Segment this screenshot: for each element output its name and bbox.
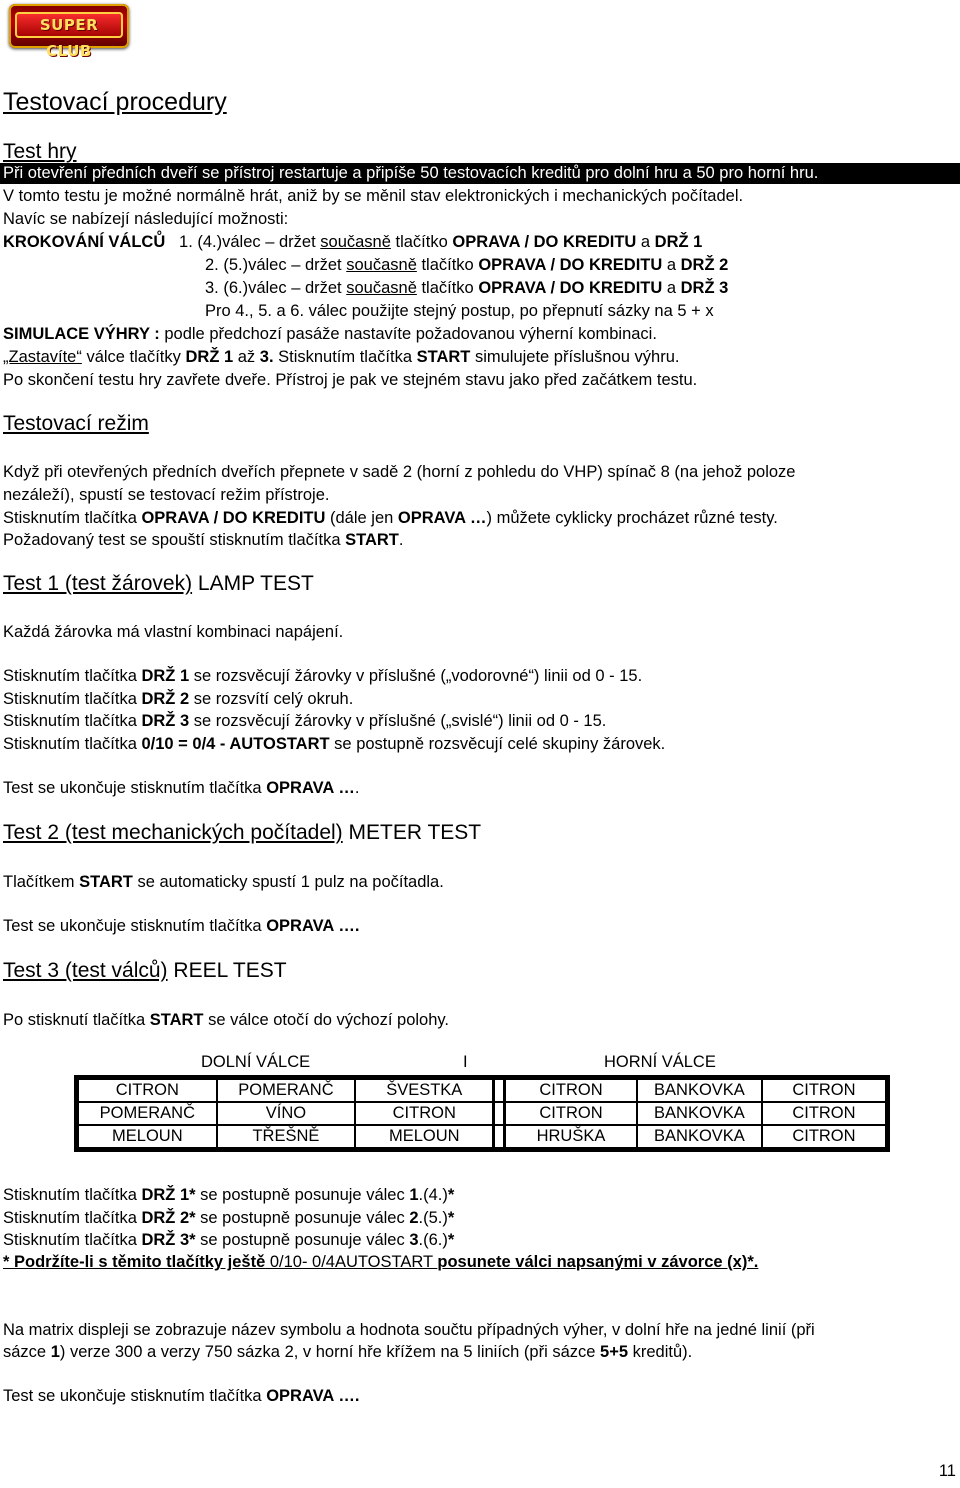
test-hry-line3: Navíc se nabízejí následující možnosti:	[3, 210, 289, 228]
test3-s2: Stisknutím tlačítka DRŽ 2* se postupně posunuje válec 2.(5.)*	[3, 1209, 455, 1227]
table-cell: CITRON	[762, 1125, 886, 1148]
logo-text: SUPER CLUB	[39, 16, 99, 60]
test1-l4: Stisknutím tlačítka 0/10 = 0/4 - AUTOSTART se postupně rozsvěcují celé skupiny žárovek.	[3, 735, 666, 753]
reel-table	[74, 1075, 890, 1152]
table-cell: MELOUN	[78, 1125, 217, 1148]
test-hry-line2: V tomto testu je možné normálně hrát, aniž by se měnil stav elektronických i mechanických počítadel.	[3, 187, 744, 205]
reel-divider	[493, 1079, 505, 1102]
matrix-p2: sázce 1) verze 300 a verzy 750 sázka 2, v horní hře křížem na 5 liniích (při sázce 5+5 kreditů).	[3, 1343, 693, 1361]
rezim-p4: Požadovaný test se spouští stisknutím tlačítka START.	[3, 531, 404, 549]
table-cell: BANKOVKA	[637, 1079, 762, 1102]
test2-heading: Test 2 (test mechanických počítadel) METER TEST	[3, 821, 482, 844]
test3-note: * Podržíte-li s těmito tlačítky ještě 0/10- 0/4AUTOSTART posunete válci napsanými v závorce (x)*.	[3, 1253, 759, 1271]
table-cell: CITRON	[355, 1102, 493, 1125]
test1-end: Test se ukončuje stisknutím tlačítka OPRAVA ….	[3, 779, 360, 797]
table-head-right: HORNÍ VÁLCE	[604, 1053, 716, 1071]
rezim-p2: nezáleží), spustí se testovací režim přístroje.	[3, 486, 330, 504]
highlight-bar	[0, 163, 960, 184]
table-row	[78, 1102, 886, 1125]
table-cell: CITRON	[762, 1102, 886, 1125]
test-hry-end: Po skončení testu hry zavřete dveře. Přístroj je pak ve stejném stavu jako před začátkem testu.	[3, 371, 698, 389]
krokovani-line-1: KROKOVÁNÍ VÁLCŮ 1. (4.)válec – držet současně tlačítko OPRAVA / DO KREDITU a DRŽ 1	[3, 233, 703, 251]
reel-divider	[493, 1125, 505, 1148]
krokovani-label: KROKOVÁNÍ VÁLCŮ	[3, 233, 166, 251]
test3-p1: Po stisknutí tlačítka START se válce otočí do výchozí polohy.	[3, 1011, 450, 1029]
table-row	[78, 1079, 886, 1102]
table-head-separator: I	[463, 1053, 468, 1071]
rezim-heading: Testovací režim	[3, 412, 149, 435]
page-title: Testovací procedury	[3, 88, 227, 116]
krokovani-line-3: 3. (6.)válec – držet současně tlačítko OPRAVA / DO KREDITU a DRŽ 3	[205, 279, 729, 297]
table-cell: ŠVESTKA	[355, 1079, 493, 1102]
test3-s1: Stisknutím tlačítka DRŽ 1* se postupně posunuje válec 1.(4.)*	[3, 1186, 455, 1204]
table-row	[78, 1125, 886, 1148]
rezim-p1: Když při otevřených předních dveřích přepnete v sadě 2 (horní z pohledu do VHP) spínač 8 (na jehož poloze	[3, 463, 796, 481]
test1-l3: Stisknutím tlačítka DRŽ 3 se rozsvěcují žárovky v příslušné („svislé“) linii od 0 - 15.	[3, 712, 607, 730]
simulace-line: SIMULACE VÝHRY : podle předchozí pasáže nastavíte požadovanou výherní kombinaci.	[3, 325, 657, 343]
rezim-p3: Stisknutím tlačítka OPRAVA / DO KREDITU (dále jen OPRAVA …) můžete cyklicky procházet různé testy.	[3, 509, 778, 527]
krokovani-line-2: 2. (5.)válec – držet současně tlačítko OPRAVA / DO KREDITU a DRŽ 2	[205, 256, 729, 274]
test1-p1: Každá žárovka má vlastní kombinaci napájení.	[3, 623, 344, 641]
table-cell: MELOUN	[355, 1125, 493, 1148]
test-hry-heading: Test hry	[3, 140, 77, 163]
test3-s3: Stisknutím tlačítka DRŽ 3* se postupně posunuje válec 3.(6.)*	[3, 1231, 455, 1249]
table-cell: CITRON	[762, 1079, 886, 1102]
test2-end: Test se ukončuje stisknutím tlačítka OPRAVA ….	[3, 917, 360, 935]
table-cell: HRUŠKA	[505, 1125, 637, 1148]
matrix-p1: Na matrix displeji se zobrazuje název symbolu a hodnota součtu případných výher, v dolní hře na jedné linií (při	[3, 1321, 815, 1339]
table-cell: CITRON	[505, 1079, 637, 1102]
highlight-text: Při otevření předních dveří se přístroj restartuje a připíše 50 testovacích kreditů pro dolní hru a 50 pro horní hru.	[3, 164, 819, 182]
test2-p1: Tlačítkem START se automaticky spustí 1 pulz na počítadla.	[3, 873, 444, 891]
test3-end: Test se ukončuje stisknutím tlačítka OPRAVA ….	[3, 1387, 360, 1405]
table-cell: TŘEŠNĚ	[217, 1125, 356, 1148]
test1-l2: Stisknutím tlačítka DRŽ 2 se rozsvítí celý okruh.	[3, 690, 354, 708]
test3-heading: Test 3 (test válců) REEL TEST	[3, 959, 287, 982]
table-cell: CITRON	[505, 1102, 637, 1125]
pro-line: Pro 4., 5. a 6. válec použijte stejný postup, po přepnutí sázky na 5 + x	[205, 302, 714, 320]
table-head-left: DOLNÍ VÁLCE	[201, 1053, 311, 1071]
super-club-logo	[9, 4, 129, 60]
reel-divider	[493, 1102, 505, 1125]
zastavite-line: „Zastavíte“ válce tlačítky DRŽ 1 až 3. Stisknutím tlačítka START simulujete příslušnou výhru.	[3, 348, 680, 366]
table-cell: BANKOVKA	[637, 1125, 762, 1148]
logo-plate	[15, 12, 123, 60]
table-cell: BANKOVKA	[637, 1102, 762, 1125]
page-number: 11	[938, 1462, 956, 1480]
test1-l1: Stisknutím tlačítka DRŽ 1 se rozsvěcují žárovky v příslušné („vodorovné“) linii od 0 - 15.	[3, 667, 643, 685]
table-cell: CITRON	[78, 1079, 217, 1102]
table-cell: VÍNO	[217, 1102, 356, 1125]
test1-heading: Test 1 (test žárovek) LAMP TEST	[3, 572, 314, 595]
table-cell: POMERANČ	[78, 1102, 217, 1125]
table-cell: POMERANČ	[217, 1079, 356, 1102]
